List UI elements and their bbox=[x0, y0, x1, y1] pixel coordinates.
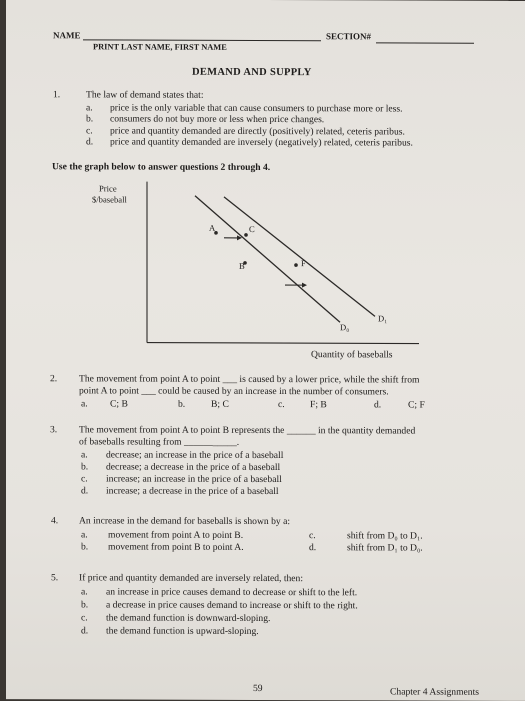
q3-option-c-letter: c. bbox=[81, 473, 88, 484]
q5-option-d-letter: d. bbox=[81, 625, 88, 636]
print-name-label: PRINT LAST NAME, FIRST NAME bbox=[93, 42, 227, 51]
point-c-dot bbox=[244, 233, 248, 237]
curve-d1-label: D₁ bbox=[378, 313, 387, 323]
q2-line1: The movement from point A to point ___ is caused by a lower price, while the shift from bbox=[79, 373, 420, 385]
q1-option-c[interactable]: price and quantity demanded are directly (positively) related, ceteris paribus. bbox=[110, 125, 405, 137]
q1-option-c-letter: c. bbox=[86, 125, 93, 136]
q3-option-a-letter: a. bbox=[81, 449, 88, 460]
demand-curve-d1 bbox=[224, 197, 375, 317]
point-f-dot bbox=[294, 263, 298, 267]
q2-option-b-letter: b. bbox=[178, 399, 185, 410]
q5-option-a[interactable]: an increase in price causes demand to decrease or shift to the left. bbox=[106, 586, 357, 598]
q2-option-b[interactable]: B; C bbox=[211, 399, 229, 410]
q4-option-c-letter: c. bbox=[309, 530, 316, 541]
q4-option-b[interactable]: movement from point B to point A. bbox=[108, 541, 244, 552]
q2-option-c-letter: c. bbox=[278, 399, 285, 410]
q4-option-a[interactable]: movement from point A to point B. bbox=[108, 529, 243, 540]
q3-option-b[interactable]: decrease; a decrease in the price of a baseball bbox=[106, 461, 280, 473]
q5-number: 5. bbox=[51, 572, 58, 583]
q1-option-a[interactable]: price is the only variable that can cause consumers to purchase more or less. bbox=[110, 102, 403, 114]
point-f-label: F bbox=[301, 258, 306, 268]
q5-stem: If price and quantity demanded are inversely related, then: bbox=[79, 572, 303, 584]
q4-option-b-letter: b. bbox=[81, 541, 88, 552]
q3-line1: The movement from point A to point B represents the ______ in the quantity demanded bbox=[79, 424, 415, 436]
q2-option-d[interactable]: C; F bbox=[408, 399, 425, 410]
q3-option-b-letter: b. bbox=[81, 461, 88, 472]
q2-option-d-letter: d. bbox=[374, 399, 381, 410]
q1-option-b[interactable]: consumers do not buy more or less when price changes. bbox=[110, 113, 324, 125]
point-a-label: A bbox=[209, 223, 215, 233]
name-label: NAME bbox=[53, 30, 81, 40]
q1-option-d-letter: d. bbox=[86, 136, 93, 147]
q2-number: 2. bbox=[50, 373, 57, 384]
page-title: DEMAND AND SUPPLY bbox=[192, 67, 312, 78]
q2-option-a-letter: a. bbox=[81, 398, 88, 409]
q1-number: 1. bbox=[53, 89, 60, 100]
section-label: SECTION# bbox=[326, 31, 371, 41]
point-c-label: C bbox=[249, 224, 255, 234]
worksheet-page bbox=[6, 0, 525, 701]
shift-arrow-lower-head bbox=[302, 283, 307, 288]
q2-option-c[interactable]: F; B bbox=[310, 399, 327, 410]
point-b-label: B bbox=[239, 261, 245, 271]
q4-option-d-letter: d. bbox=[309, 542, 316, 553]
q1-option-a-letter: a. bbox=[86, 102, 93, 113]
q5-option-b-letter: b. bbox=[81, 599, 88, 610]
q4-option-a-letter: a. bbox=[81, 529, 88, 540]
q5-option-a-letter: a. bbox=[81, 586, 88, 597]
q3-number: 3. bbox=[50, 424, 57, 435]
q2-option-a[interactable]: C; B bbox=[110, 398, 128, 409]
q2-line2: point A to point ___ could be caused by an increase in the number of consumers. bbox=[79, 385, 389, 397]
q4-option-c[interactable]: shift from D₀ to D₁. bbox=[347, 530, 423, 541]
q5-option-c-letter: c. bbox=[81, 612, 88, 623]
q1-option-b-letter: b. bbox=[86, 113, 93, 124]
q5-option-d[interactable]: the demand function is upward-sloping. bbox=[106, 625, 259, 637]
q3-option-d[interactable]: increase; a decrease in the price of a baseball bbox=[106, 485, 279, 497]
x-axis-label: Quantity of baseballs bbox=[311, 349, 393, 360]
y-axis-label-price: Price bbox=[99, 183, 117, 193]
q4-stem: An increase in the demand for baseballs is shown by a: bbox=[79, 515, 290, 527]
q3-option-d-letter: d. bbox=[81, 485, 88, 496]
q3-option-a[interactable]: decrease; an increase in the price of a baseball bbox=[106, 449, 283, 461]
q5-option-b[interactable]: a decrease in price causes demand to increase or shift to the right. bbox=[106, 599, 358, 611]
q5-option-c[interactable]: the demand function is downward-sloping. bbox=[106, 612, 270, 624]
demand-curve-d0 bbox=[195, 196, 340, 323]
q4-number: 4. bbox=[51, 515, 58, 526]
q3-option-c[interactable]: increase; an increase in the price of a baseball bbox=[106, 473, 282, 485]
chapter-label: Chapter 4 Assignments bbox=[390, 686, 479, 697]
x-axis bbox=[147, 343, 419, 344]
q1-option-d[interactable]: price and quantity demanded are inversely (negatively) related, ceteris paribus. bbox=[110, 136, 413, 148]
graph-instruction: Use the graph below to answer questions 2 through 4. bbox=[52, 161, 270, 173]
curve-d0-label: D₀ bbox=[340, 322, 349, 332]
q4-option-d[interactable]: shift from D₁ to D₀. bbox=[347, 542, 423, 553]
q1-stem: The law of demand states that: bbox=[86, 89, 204, 100]
page-number: 59 bbox=[253, 683, 263, 694]
q3-line2: of baseballs resulting from ___________. bbox=[79, 436, 239, 448]
y-axis-label-unit: $/baseball bbox=[92, 194, 127, 204]
